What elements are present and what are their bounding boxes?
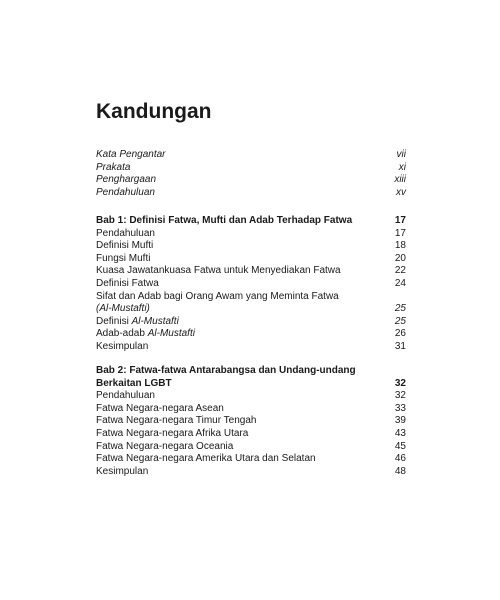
toc-entry-page: xi — [398, 161, 406, 173]
toc-entry-label — [96, 328, 195, 341]
toc-entry-page: 26 — [394, 328, 406, 340]
toc-entry[interactable] — [96, 403, 406, 416]
toc-entry-label: Kata Pengantar — [96, 149, 166, 160]
toc-entry[interactable] — [96, 428, 406, 441]
toc-entry-page: 45 — [394, 440, 406, 452]
toc-entry-page: 17 — [394, 227, 406, 239]
toc-entry-page: 22 — [394, 265, 406, 277]
chapter-2-heading[interactable] — [96, 378, 406, 391]
toc-entry[interactable] — [96, 253, 406, 266]
chapter-heading-label: Bab 1: Definisi Fatwa, Mufti dan Adab Terhadap Fatwa — [96, 215, 353, 226]
toc-entry[interactable] — [96, 265, 406, 278]
toc-entry[interactable] — [96, 390, 406, 403]
toc-entry-page: 25 — [394, 303, 406, 315]
toc-entry-page: xv — [396, 186, 406, 198]
toc-entry-page: 33 — [394, 402, 406, 414]
toc-entry-page: 18 — [394, 240, 406, 252]
page-title: Kandungan — [96, 100, 212, 123]
chapter-2-section — [96, 365, 406, 478]
toc-entry-label-line2: (Al-Mustafti) — [96, 303, 150, 315]
toc-entry-label: Penghargaan — [96, 174, 157, 186]
toc-entry-label-italic: Al-Mustafti — [131, 315, 179, 327]
toc-entry-label-line1[interactable]: Sifat dan Adab bagi Orang Awam yang Meminta Fatwa — [96, 290, 339, 302]
toc-entry-page: 24 — [394, 277, 406, 289]
toc-entry-label: Definisi Fatwa — [96, 277, 159, 289]
toc-entry-page: 39 — [394, 415, 406, 427]
toc-entry-label: Kuasa Jawatankuasa Fatwa untuk Menyediakan Fatwa — [96, 265, 341, 277]
toc-entry-label-prefix: Definisi — [96, 315, 132, 327]
toc-entry-page: 32 — [394, 390, 406, 402]
toc-entry-page: 46 — [394, 453, 406, 465]
toc-entry-label: Fungsi Mufti — [96, 252, 151, 264]
chapter-heading-page: 32 — [394, 377, 406, 389]
toc-entry-label-italic: Al-Mustafti — [147, 328, 195, 340]
toc-entry-label-prefix: Adab-adab — [96, 328, 148, 340]
toc-entry-label: Pendahuluan — [96, 227, 155, 239]
toc-entry[interactable] — [96, 149, 406, 162]
chapter-1-heading[interactable] — [96, 215, 406, 228]
toc-entry[interactable] — [96, 303, 406, 316]
toc-entry-label — [96, 316, 179, 329]
toc-entry-page: 20 — [394, 252, 406, 264]
toc-entry[interactable] — [96, 415, 406, 428]
toc-entry-label: Fatwa Negara-negara Timur Tengah — [96, 415, 257, 427]
toc-entry[interactable] — [96, 187, 406, 200]
toc-entry-label: Fatwa Negara-negara Amerika Utara dan Selatan — [96, 453, 316, 465]
toc-entry-label: Prakata — [96, 161, 131, 173]
chapter-heading-page: 17 — [394, 215, 406, 226]
toc-entry-page: 43 — [394, 427, 406, 439]
toc-entry[interactable] — [96, 278, 406, 291]
toc-entry-label: Kesimpulan — [96, 465, 149, 477]
toc-entry-page: 25 — [394, 315, 406, 327]
toc-entry-label: Pendahuluan — [96, 186, 155, 198]
chapter-1-section — [96, 215, 406, 354]
toc-entry-label: Definisi Mufti — [96, 240, 154, 252]
toc-entry[interactable] — [96, 228, 406, 241]
toc-entry-page: vii — [396, 149, 406, 160]
toc-entry-label: Fatwa Negara-negara Afrika Utara — [96, 427, 249, 439]
toc-entry-label: Fatwa Negara-negara Asean — [96, 402, 224, 414]
toc-entry-page: xiii — [394, 174, 406, 186]
toc-entry[interactable] — [96, 162, 406, 175]
chapter-2-heading-line1[interactable]: Bab 2: Fatwa-fatwa Antarabangsa dan Undang-undang — [96, 365, 356, 376]
toc-entry[interactable] — [96, 453, 406, 466]
toc-entry-label: Fatwa Negara-negara Oceania — [96, 440, 234, 452]
toc-entry[interactable] — [96, 174, 406, 187]
toc-entry-label: Pendahuluan — [96, 390, 155, 402]
prelim-section — [96, 149, 406, 199]
toc-entry-page: 31 — [394, 340, 406, 352]
toc-entry[interactable] — [96, 441, 406, 454]
toc-entry[interactable] — [96, 316, 406, 329]
toc-entry[interactable] — [96, 240, 406, 253]
toc-entry-label: Kesimpulan — [96, 340, 149, 352]
chapter-heading-label: Berkaitan LGBT — [96, 377, 172, 389]
toc-entry[interactable] — [96, 341, 406, 354]
toc-entry[interactable] — [96, 466, 406, 479]
toc-entry-page: 48 — [394, 465, 406, 477]
toc-entry[interactable] — [96, 328, 406, 341]
